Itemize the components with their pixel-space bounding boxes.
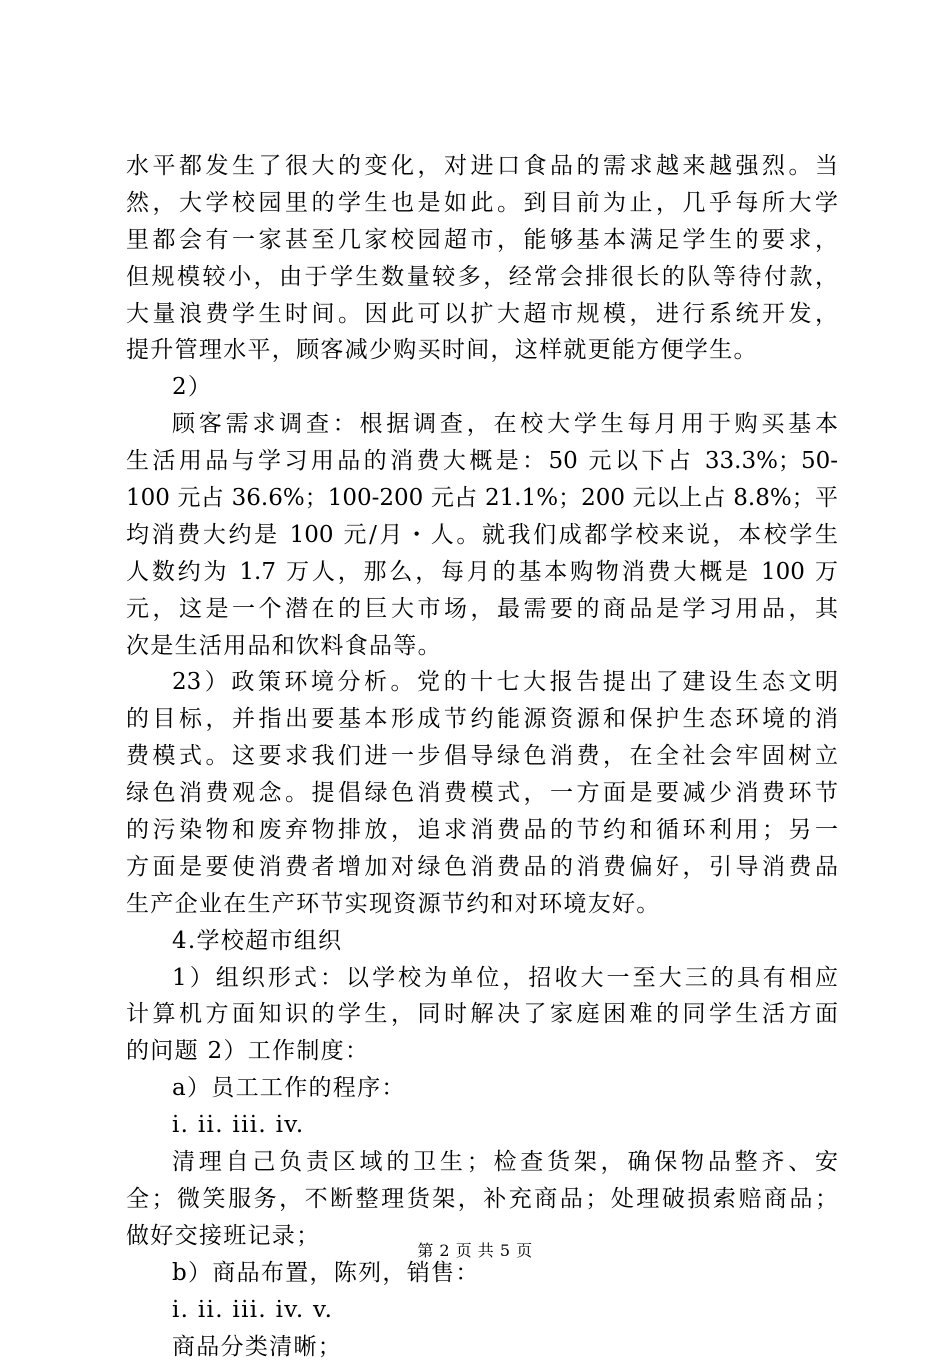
page-footer: 第 2 页 共 5 页 xyxy=(0,1241,950,1261)
text-line: i. ii. iii. iv. xyxy=(126,1107,838,1144)
text-line: 的问题 2）工作制度： xyxy=(126,1033,838,1070)
text-line: 然，大学校园里的学生也是如此。到目前为止，几乎每所大学 xyxy=(126,185,838,222)
text-line: 做好交接班记录； xyxy=(126,1218,838,1255)
text-line: 方面是要使消费者增加对绿色消费品的消费偏好，引导消费品 xyxy=(126,849,838,886)
text-line: 2） xyxy=(126,369,838,406)
text-line: 生活用品与学习用品的消费大概是：50 元以下占 33.3%；50- xyxy=(126,443,838,480)
text-line: b）商品布置，陈列，销售： xyxy=(126,1255,838,1292)
text-line: 1）组织形式：以学校为单位，招收大一至大三的具有相应 xyxy=(126,960,838,997)
text-line: 4.学校超市组织 xyxy=(126,923,838,960)
text-line: 大量浪费学生时间。因此可以扩大超市规模，进行系统开发， xyxy=(126,296,838,333)
text-line: 生产企业在生产环节实现资源节约和对环境友好。 xyxy=(126,886,838,923)
text-line: 100 元占 36.6%；100-200 元占 21.1%；200 元以上占 8.8%；平 xyxy=(126,480,838,517)
text-line: 的目标，并指出要基本形成节约能源资源和保护生态环境的消 xyxy=(126,701,838,738)
text-line: 提升管理水平，顾客减少购买时间，这样就更能方便学生。 xyxy=(126,332,838,369)
text-line: 绿色消费观念。提倡绿色消费模式，一方面是要减少消费环节 xyxy=(126,775,838,812)
text-line: 费模式。这要求我们进一步倡导绿色消费，在全社会牢固树立 xyxy=(126,738,838,775)
text-line: a）员工工作的程序： xyxy=(126,1070,838,1107)
text-line: 人数约为 1.7 万人，那么，每月的基本购物消费大概是 100 万 xyxy=(126,554,838,591)
text-line: 次是生活用品和饮料食品等。 xyxy=(126,628,838,665)
text-line: 里都会有一家甚至几家校园超市，能够基本满足学生的要求， xyxy=(126,222,838,259)
text-line: 全；微笑服务，不断整理货架，补充商品；处理破损索赔商品； xyxy=(126,1181,838,1218)
text-line: 清理自己负责区域的卫生；检查货架，确保物品整齐、安 xyxy=(126,1144,838,1181)
text-line: 23）政策环境分析。党的十七大报告提出了建设生态文明 xyxy=(126,664,838,701)
text-line: 但规模较小，由于学生数量较多，经常会排很长的队等待付款， xyxy=(126,259,838,296)
document-body xyxy=(126,148,838,1365)
text-line: i. ii. iii. iv. v. xyxy=(126,1292,838,1329)
text-line: 顾客需求调查：根据调查，在校大学生每月用于购买基本 xyxy=(126,406,838,443)
text-line: 计算机方面知识的学生，同时解决了家庭困难的同学生活方面 xyxy=(126,996,838,1033)
text-line: 均消费大约是 100 元/月・人。就我们成都学校来说，本校学生 xyxy=(126,517,838,554)
text-line: 元，这是一个潜在的巨大市场，最需要的商品是学习用品，其 xyxy=(126,591,838,628)
text-line: 的污染物和废弃物排放，追求消费品的节约和循环利用；另一 xyxy=(126,812,838,849)
text-line: 水平都发生了很大的变化，对进口食品的需求越来越强烈。当 xyxy=(126,148,838,185)
text-line: 商品分类清晰； xyxy=(126,1329,838,1365)
